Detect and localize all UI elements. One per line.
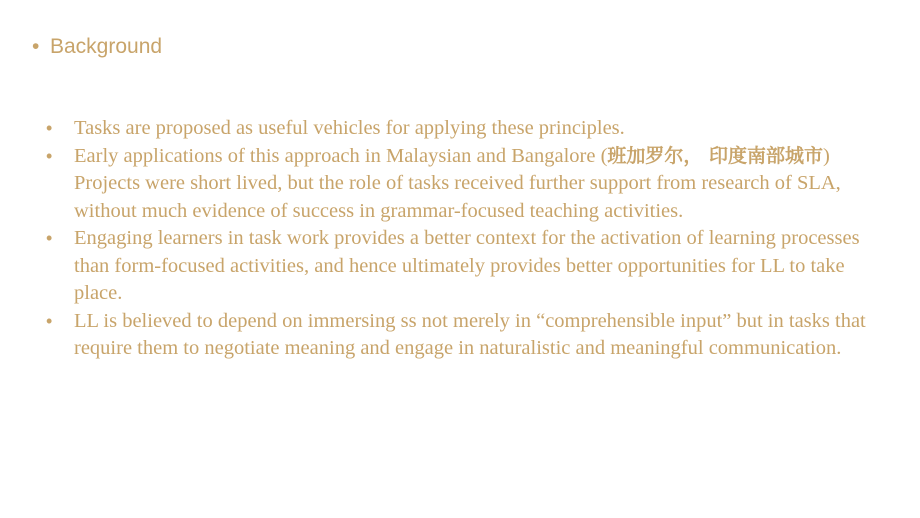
bullet-item-4 [46,308,884,363]
bullet-text-part1: Early applications of this approach in Malaysian and Bangalore ( [74,144,608,167]
bullet-item-3 [46,225,884,308]
bullet-marker: • [46,145,53,166]
bullet-marker: • [46,228,53,248]
bullet-item-2 [46,143,884,226]
heading-bullet: • [32,35,40,58]
heading-text: Background [50,35,163,58]
bullet-text: LL is believed to depend on immersing ss not merely in “comprehensible input” but in tasks that require them to negotiate meaning and engage in naturalistic and meaningful communication. [74,309,866,359]
bullet-item-1 [46,115,884,143]
bullet-marker: • [46,118,53,138]
bullet-marker: • [46,310,53,331]
bullet-text-cjk: 班加罗尔， 印度南部城市 [607,144,824,167]
bullet-list [46,115,884,363]
bullet-text: Engaging learners in task work provides a better context for the activation of learning processes than form-focused activities, and hence ultimately provides better opportunities for LL to take place. [74,227,860,304]
section-heading [32,34,162,60]
bullet-text-part2: ) Projects were short lived, but the role of tasks received further support from research of SLA, without much evidence of success in grammar-focused teaching activities. [74,144,841,222]
bullet-text: Tasks are proposed as useful vehicles for applying these principles. [74,117,625,139]
